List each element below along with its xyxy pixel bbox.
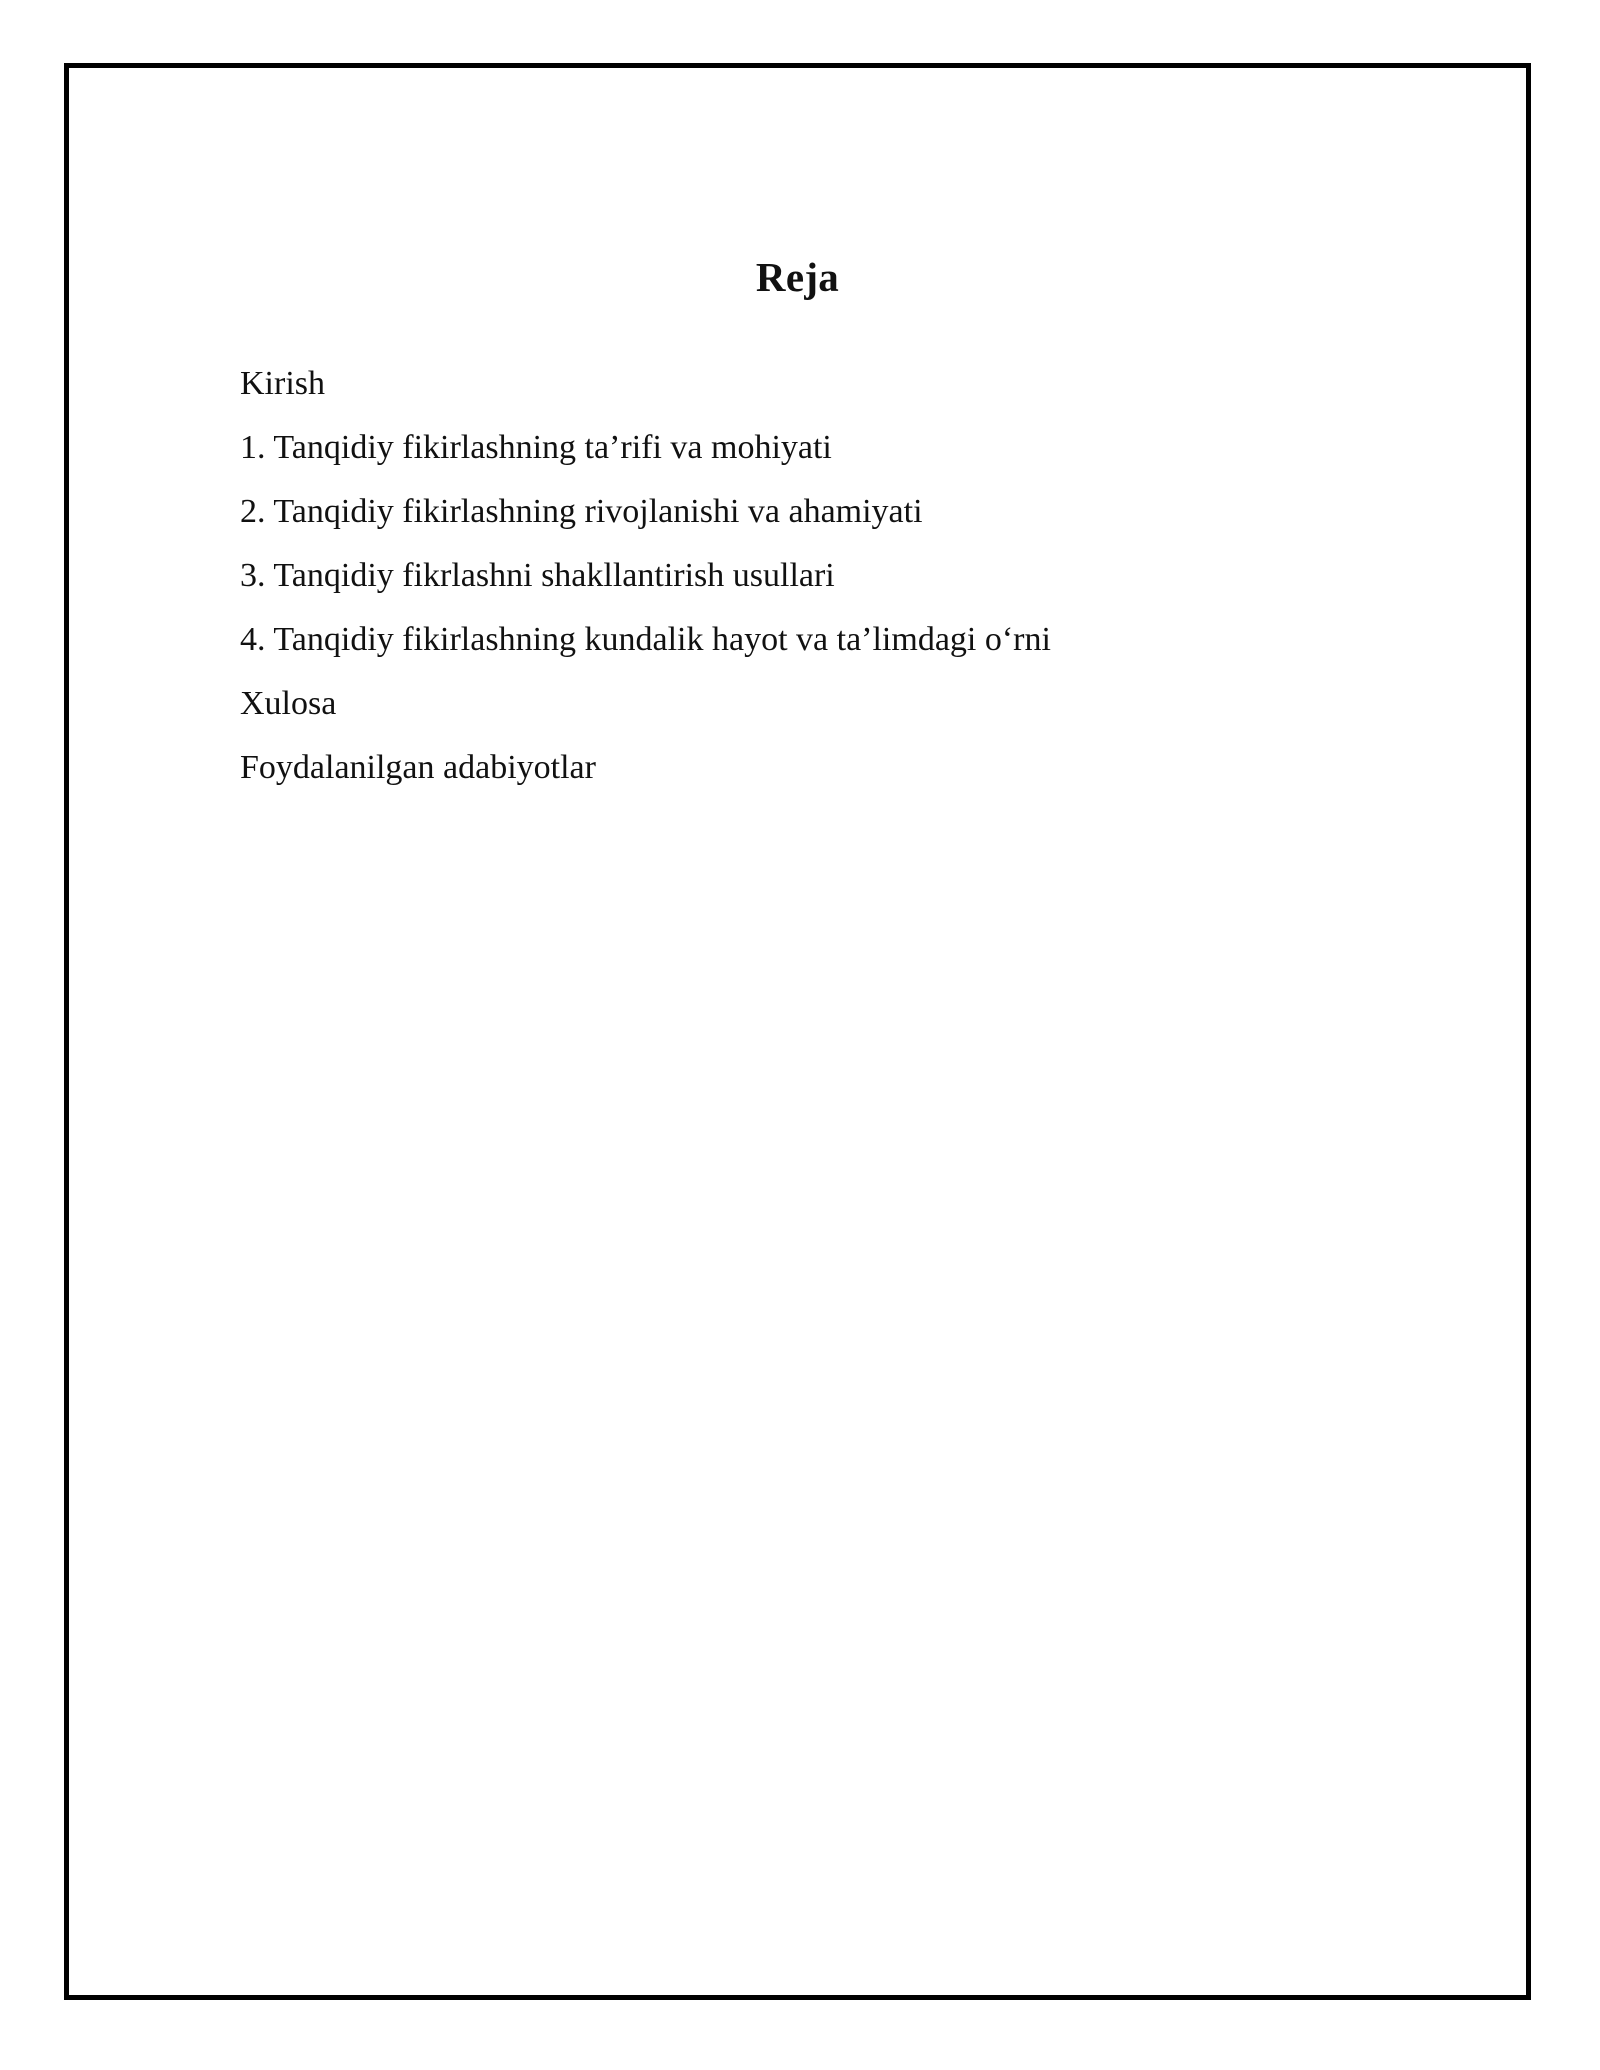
plan-outline [240, 352, 1051, 800]
page-title: Reja [755, 254, 840, 300]
page-border [64, 63, 1531, 2000]
outline-item-4: 4. Tanqidiy fikirlashning kundalik hayot va ta’limdagi o‘rni [240, 621, 1051, 658]
outline-item-1: 1. Tanqidiy fikirlashning ta’rifi va mohiyati [240, 429, 832, 466]
outline-item-2: 2. Tanqidiy fikirlashning rivojlanishi va ahamiyati [240, 493, 923, 530]
outline-item-conclusion: Xulosa [240, 685, 337, 722]
outline-item-references: Foydalanilgan adabiyotlar [240, 749, 596, 786]
outline-item-introduction: Kirish [240, 365, 325, 402]
outline-item-3: 3. Tanqidiy fikrlashni shakllantirish usullari [240, 557, 835, 594]
